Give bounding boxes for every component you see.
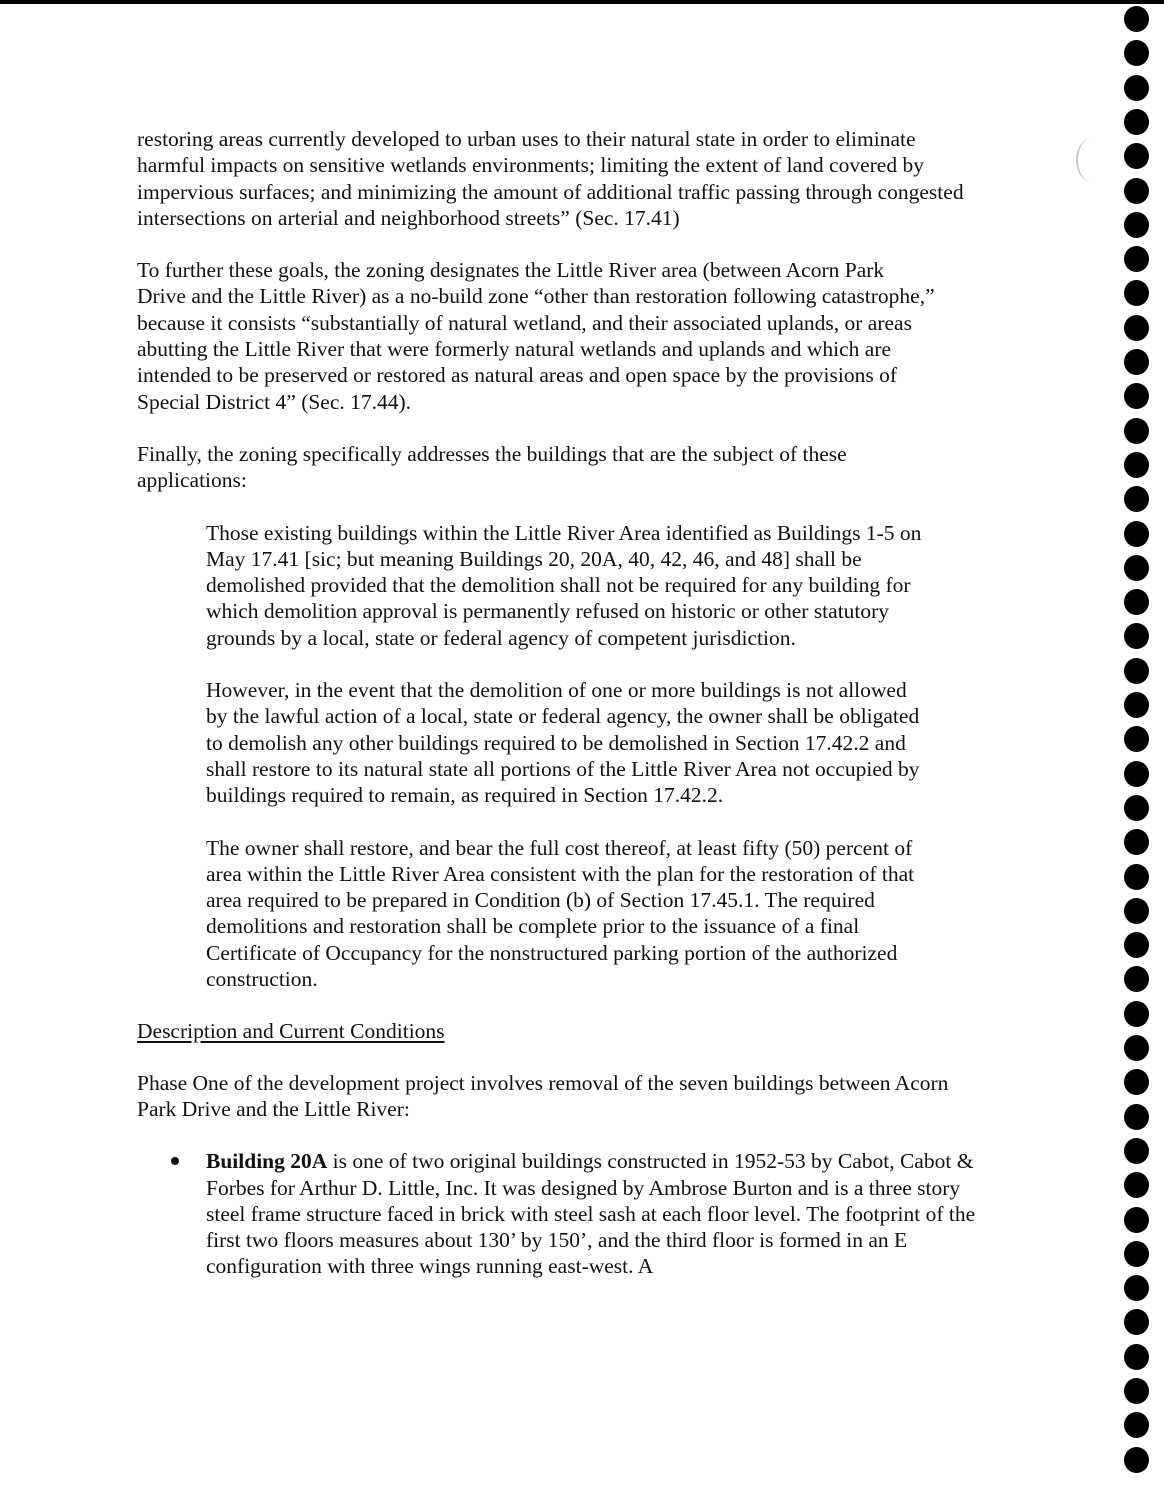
binding-hole [1124, 486, 1149, 512]
binding-hole [1124, 761, 1149, 787]
binding-hole [1124, 1035, 1149, 1061]
binding-hole [1124, 658, 1149, 684]
binding-hole [1124, 1104, 1149, 1130]
binding-hole [1124, 383, 1149, 409]
quote-paragraph-2: However, in the event that the demolition of one or more buildings is not allowed by the lawful action of a local, state or federal agency, the owner shall be obligated to demolish any other buildings required to be demolished in Section 17.42.2 and shall restore to its natural state all portions of the Little River Area not occupied by buildings required to remain, as required in Section 17.42.2. [206, 678, 920, 808]
quote-paragraph-1: Those existing buildings within the Little River Area identified as Buildings 1-5 on May 17.41 [sic; but meaning Buildings 20, 20A, 40, 42, 46, and 48] shall be demolished provided that the demolition shall not be required for any building for which demolition approval is permanently refused on historic or other statutory grounds by a local, state or federal agency of competent jurisdiction. [206, 520, 922, 650]
bullet-item-title: Building 20A [206, 1149, 328, 1174]
binding-hole [1124, 864, 1149, 890]
binding-hole [1124, 40, 1149, 66]
binding-hole [1124, 1309, 1149, 1335]
binding-hole [1124, 966, 1149, 992]
binding-hole [1124, 1172, 1149, 1198]
binding-hole [1124, 898, 1149, 924]
scan-artifact-arc [1076, 138, 1108, 182]
binding-hole [1124, 109, 1149, 135]
bullet-item-text: is one of two original buildings constructed in 1952-53 by Cabot, Cabot & Forbes for Arthur D. Little, Inc. It was designed by Ambrose Burton and is a three story steel frame structure faced in brick with steel sash at each floor level. The footprint of the first two floors measures about 130’ by 150’, and the third floor is formed in an E configuration with three wings running east-west. A [206, 1149, 976, 1279]
bullet-icon [171, 1157, 179, 1165]
binding-holes [1124, 6, 1150, 1500]
binding-hole [1124, 692, 1149, 718]
section-heading-text: Description and Current Conditions [137, 1019, 445, 1044]
quote-paragraph-3: The owner shall restore, and bear the full cost thereof, at least fifty (50) percent of area within the Little River Area consistent with the plan for the restoration of that area required to be prepared in Condition (b) of Section 17.45.1. The required demolitions and restoration shall be complete prior to the issuance of a final Certificate of Occupancy for the nonstructured parking portion of the authorized construction. [206, 835, 915, 992]
binding-hole [1124, 418, 1149, 444]
binding-hole [1124, 1069, 1149, 1095]
binding-hole [1124, 932, 1149, 958]
binding-hole [1124, 1001, 1149, 1027]
binding-hole [1124, 521, 1149, 547]
binding-hole [1124, 1344, 1149, 1370]
binding-hole [1124, 178, 1149, 204]
section-heading [137, 1018, 977, 1044]
binding-hole [1124, 1207, 1149, 1233]
paragraph-finally: Finally, the zoning specifically addresses the buildings that are the subject of these applications: [137, 441, 847, 493]
binding-hole [1124, 589, 1149, 615]
document-body [137, 126, 977, 1280]
binding-hole [1124, 795, 1149, 821]
scan-top-edge [0, 0, 1164, 4]
binding-hole [1124, 75, 1149, 101]
binding-hole [1124, 315, 1149, 341]
binding-hole [1124, 726, 1149, 752]
bullet-list [137, 1148, 977, 1279]
binding-hole [1124, 1241, 1149, 1267]
binding-hole [1124, 212, 1149, 238]
paragraph-phase-one: Phase One of the development project involves removal of the seven buildings between Acorn Park Drive and the Little River: [137, 1070, 949, 1121]
binding-hole [1124, 143, 1149, 169]
paragraph-intro: restoring areas currently developed to urban uses to their natural state in order to eliminate harmful impacts on sensitive wetlands environments; limiting the extent of land covered by impervious surfaces; and minimizing the amount of additional traffic passing through congested intersections on arterial and neighborhood streets” (Sec. 17.41) [137, 127, 964, 230]
binding-hole [1124, 1447, 1149, 1473]
binding-hole [1124, 1275, 1149, 1301]
paragraph-goals: To further these goals, the zoning designates the Little River area (between Acorn Park Drive and the Little River) as a no-build zone “other than restoration following catastrophe,” because it consists “substantially of natural wetland, and their associated uplands, or areas abutting the Little River that were formerly natural wetlands and uplands and which are intended to be preserved or restored as natural areas and open space by the provisions of Special District 4” (Sec. 17.44). [137, 258, 935, 414]
binding-hole [1124, 246, 1149, 272]
binding-hole [1124, 1138, 1149, 1164]
binding-hole [1124, 555, 1149, 581]
binding-hole [1124, 6, 1149, 32]
binding-hole [1124, 349, 1149, 375]
binding-hole [1124, 452, 1149, 478]
binding-hole [1124, 623, 1149, 649]
binding-hole [1124, 1412, 1149, 1438]
binding-hole [1124, 1378, 1149, 1404]
binding-hole [1124, 280, 1149, 306]
binding-hole [1124, 829, 1149, 855]
list-item [137, 1148, 976, 1279]
